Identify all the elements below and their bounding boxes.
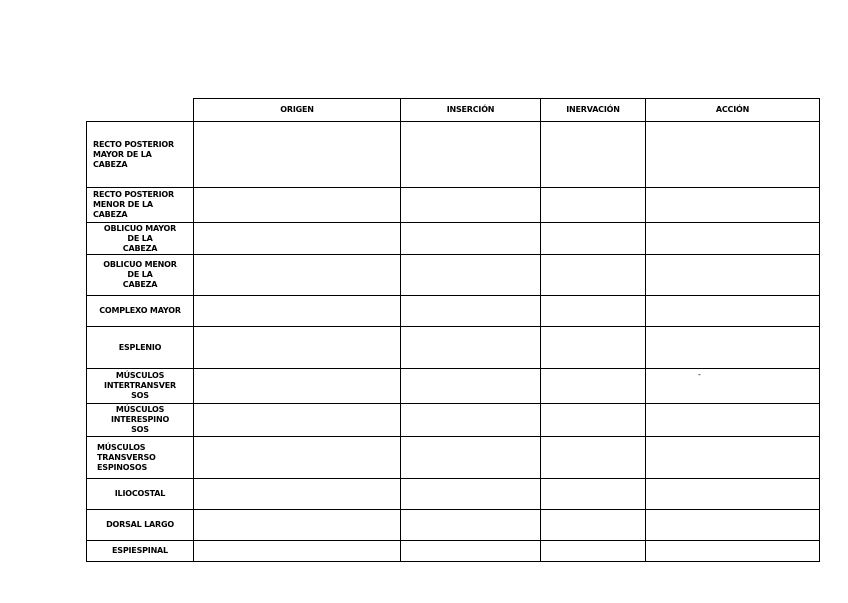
row-label: OBLICUO MENOR DE LA CABEZA — [87, 255, 194, 296]
table-cell[interactable] — [401, 369, 541, 404]
table-cell[interactable] — [194, 255, 401, 296]
table-cell[interactable] — [646, 479, 820, 510]
row-label: RECTO POSTERIOR MENOR DE LA CABEZA — [87, 188, 194, 223]
table-cell[interactable] — [194, 122, 401, 188]
table-cell[interactable] — [194, 296, 401, 327]
row-label: MÚSCULOS INTERTRANSVER SOS — [87, 369, 194, 404]
table-row — [87, 296, 820, 327]
table-cell[interactable] — [646, 327, 820, 369]
col-header-origen: ORIGEN — [194, 99, 401, 122]
table-row — [87, 404, 820, 437]
row-label: OBLICUO MAYOR DE LA CABEZA — [87, 223, 194, 255]
table-row — [87, 510, 820, 541]
table-row — [87, 369, 820, 404]
table-cell[interactable] — [541, 510, 646, 541]
table-cell[interactable] — [646, 122, 820, 188]
table-cell[interactable] — [541, 223, 646, 255]
table-cell[interactable] — [194, 327, 401, 369]
table-cell[interactable] — [646, 255, 820, 296]
corner-blank — [87, 99, 194, 122]
row-label: DORSAL LARGO — [87, 510, 194, 541]
table-row — [87, 327, 820, 369]
table-cell[interactable] — [194, 369, 401, 404]
table-row — [87, 255, 820, 296]
row-label: ILIOCOSTAL — [87, 479, 194, 510]
table-cell[interactable] — [646, 541, 820, 562]
table-cell[interactable] — [401, 541, 541, 562]
table-row — [87, 122, 820, 188]
table-cell[interactable] — [646, 437, 820, 479]
table-cell[interactable] — [194, 479, 401, 510]
table-row — [87, 188, 820, 223]
table-row — [87, 437, 820, 479]
table-cell[interactable] — [194, 223, 401, 255]
table-cell[interactable] — [401, 327, 541, 369]
table-cell[interactable] — [194, 188, 401, 223]
col-header-inervacion: INERVACIÓN — [541, 99, 646, 122]
table-cell[interactable] — [401, 122, 541, 188]
table-cell[interactable] — [646, 223, 820, 255]
table-cell[interactable] — [646, 296, 820, 327]
table-cell[interactable] — [401, 188, 541, 223]
table-cell[interactable] — [646, 510, 820, 541]
row-label: RECTO POSTERIOR MAYOR DE LA CABEZA — [87, 122, 194, 188]
row-label: ESPIESPINAL — [87, 541, 194, 562]
muscle-table — [86, 98, 820, 562]
row-label: COMPLEXO MAYOR — [87, 296, 194, 327]
table-cell[interactable] — [541, 404, 646, 437]
col-header-insercion: INSERCIÓN — [401, 99, 541, 122]
table-cell[interactable] — [401, 510, 541, 541]
table-row — [87, 223, 820, 255]
table-cell[interactable] — [401, 296, 541, 327]
table-cell[interactable] — [401, 223, 541, 255]
table-cell[interactable] — [541, 479, 646, 510]
table-cell[interactable] — [541, 188, 646, 223]
row-label: MÚSCULOS INTERESPINO SOS — [87, 404, 194, 437]
table-cell[interactable] — [401, 437, 541, 479]
table-cell[interactable] — [194, 510, 401, 541]
table-cell[interactable] — [541, 327, 646, 369]
table-cell[interactable] — [541, 437, 646, 479]
stray-dash-mark: - — [698, 370, 701, 379]
table-cell[interactable] — [401, 404, 541, 437]
header-row — [87, 99, 820, 122]
row-label: MÚSCULOS TRANSVERSO ESPINOSOS — [87, 437, 194, 479]
table-cell[interactable] — [541, 296, 646, 327]
table-row — [87, 541, 820, 562]
table-cell[interactable] — [646, 188, 820, 223]
table-cell[interactable] — [541, 122, 646, 188]
table-cell[interactable] — [194, 404, 401, 437]
table-cell[interactable] — [194, 541, 401, 562]
table-cell[interactable] — [646, 369, 820, 404]
table-cell[interactable] — [401, 479, 541, 510]
table-cell[interactable] — [401, 255, 541, 296]
table-cell[interactable] — [646, 404, 820, 437]
table-cell[interactable] — [541, 255, 646, 296]
row-label: ESPLENIO — [87, 327, 194, 369]
col-header-accion: ACCIÓN — [646, 99, 820, 122]
table-cell[interactable] — [194, 437, 401, 479]
table-cell[interactable] — [541, 369, 646, 404]
table-cell[interactable] — [541, 541, 646, 562]
table-row — [87, 479, 820, 510]
